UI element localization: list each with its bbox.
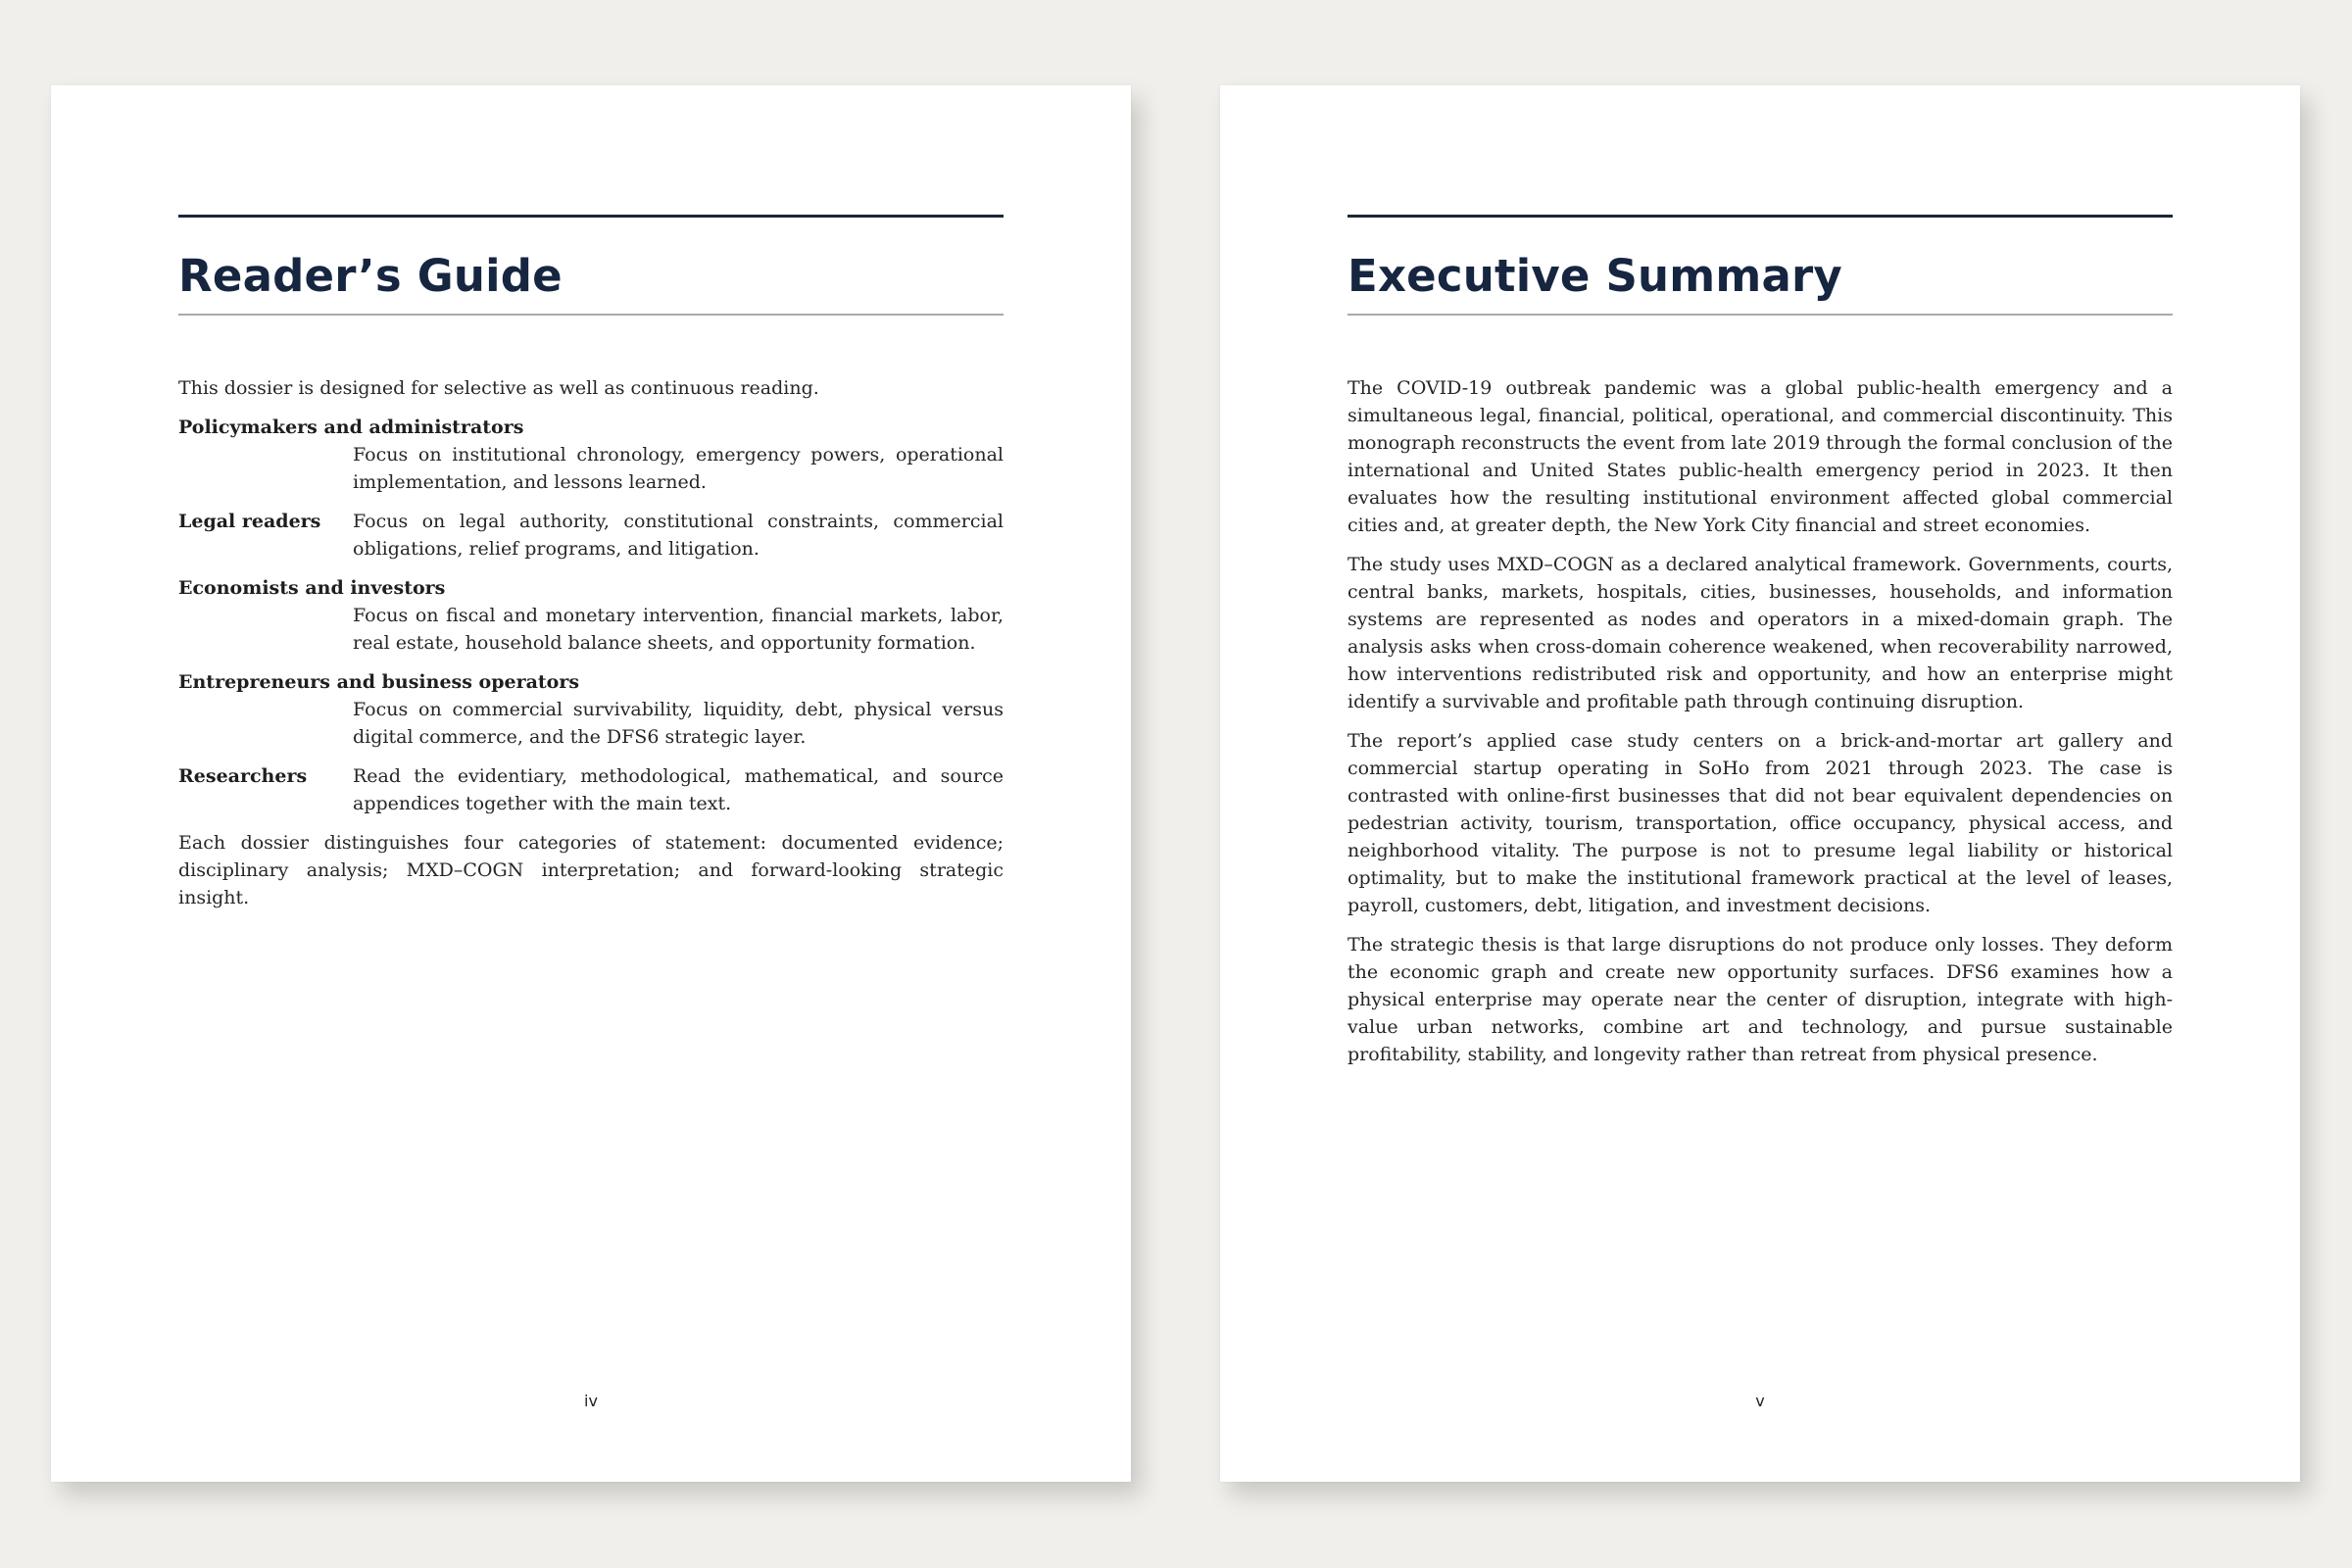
- title-rule-top: [1348, 215, 2173, 218]
- guide-entry-term: Policymakers and administrators: [178, 416, 524, 438]
- guide-entry-economists: [178, 574, 1004, 657]
- title-rule-bottom: [1348, 314, 2173, 316]
- summary-paragraph: The strategic thesis is that large disruptions do not produce only losses. They deform the economic graph and create new opportunity surfaces. DFS6 examines how a physical enterprise may operate near the center of disruption, integrate with high-value urban networks, combine art and technology, and pursue sustainable profitability, stability, and longevity rather than retreat from physical presence.: [1348, 934, 2173, 1065]
- title-rule-bottom: [178, 314, 1004, 316]
- guide-entry-description: Focus on commercial survivability, liquidity, debt, physical versus digital commerce, and the DFS6 strategic layer.: [353, 699, 1004, 748]
- page-title: Reader’s Guide: [178, 250, 563, 302]
- guide-entry-term: Legal readers: [178, 511, 321, 532]
- summary-paragraph: The study uses MXD–COGN as a declared analytical framework. Governments, courts, central banks, markets, hospitals, cities, businesses, households, and information systems are represented as nodes and operators in a mixed-domain graph. The analysis asks when cross-domain coherence weakened, when recoverability narrowed, how interventions redistributed risk and opportunity, and how an enterprise might identify a survivable and profitable path through continuing disruption.: [1348, 554, 2173, 712]
- guide-entry-legal-readers: [178, 508, 1004, 563]
- page-readers-guide: [51, 85, 1131, 1482]
- guide-entry-policymakers: [178, 414, 1004, 496]
- guide-entry-term: Economists and investors: [178, 577, 446, 599]
- guide-entry-term: Researchers: [178, 765, 308, 787]
- guide-entry-description: Focus on legal authority, constitutional constraints, commercial obligations, relief programs, and litigation.: [353, 511, 1004, 560]
- summary-paragraph: The report’s applied case study centers on a brick-and-mortar art gallery and commercial startup operating in SoHo from 2021 through 2023. The case is contrasted with online-first businesses that did not bear equivalent dependencies on pedestrian activity, tourism, transportation, office occupancy, physical access, and neighborhood vitality. The purpose is not to presume legal liability or historical optimality, but to make the institutional framework practical at the level of leases, payroll, customers, debt, litigation, and investment decisions.: [1348, 730, 2173, 916]
- page-content: [178, 215, 1004, 923]
- guide-entry-entrepreneurs: [178, 668, 1004, 751]
- page-body: [1348, 374, 2173, 1068]
- guide-entry-description: Read the evidentiary, methodological, mathematical, and source appendices together with the main text.: [353, 765, 1004, 814]
- page-executive-summary: [1220, 85, 2300, 1482]
- page-number: iv: [584, 1392, 598, 1410]
- page-number: v: [1755, 1392, 1765, 1410]
- page-body: [178, 374, 1004, 911]
- summary-paragraph: The COVID-19 outbreak pandemic was a global public-health emergency and a simultaneous legal, financial, political, operational, and commercial discontinuity. This monograph reconstructs the event from late 2019 through the formal conclusion of the international and United States public-health emergency period in 2023. It then evaluates how the resulting institutional environment affected global commercial cities and, at greater depth, the New York City financial and street economies.: [1348, 377, 2173, 536]
- page-title: Executive Summary: [1348, 250, 1842, 302]
- guide-entry-description: Focus on fiscal and monetary intervention, financial markets, labor, real estate, household balance sheets, and opportunity formation.: [353, 605, 1004, 654]
- guide-entry-researchers: [178, 762, 1004, 817]
- title-rule-top: [178, 215, 1004, 218]
- intro-paragraph: This dossier is designed for selective as well as continuous reading.: [178, 377, 819, 399]
- guide-entry-description: Focus on institutional chronology, emergency powers, operational implementation, and lessons learned.: [353, 444, 1004, 493]
- closing-paragraph: Each dossier distinguishes four categories of statement: documented evidence; disciplinary analysis; MXD–COGN interpretation; and forward-looking strategic insight.: [178, 832, 1004, 908]
- page-content: [1348, 215, 2173, 1080]
- guide-entry-term: Entrepreneurs and business operators: [178, 671, 580, 693]
